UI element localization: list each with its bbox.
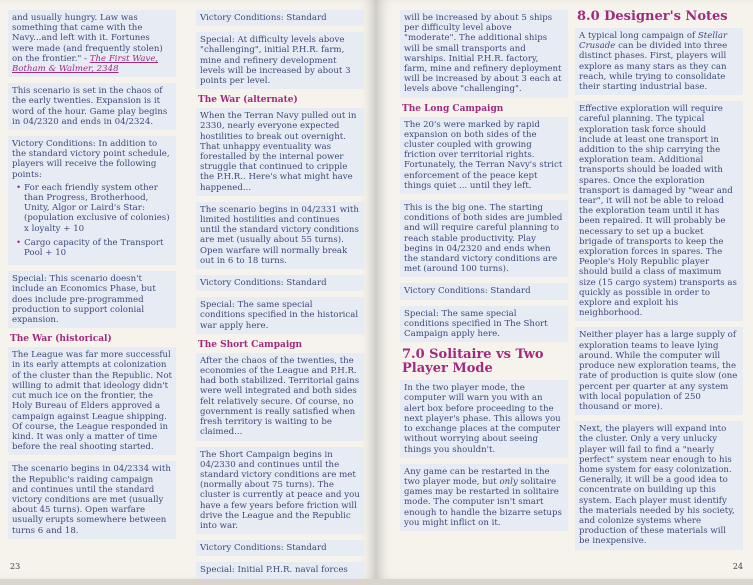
- paragraph: [12, 13, 172, 74]
- text-box: [400, 380, 568, 457]
- right-page: [376, 0, 753, 579]
- text-box: [575, 421, 743, 549]
- paragraph: Effective exploration will require careful planning. The typical exploration task force should include at least one transport in addition to the ship carrying the exploration team. Additional transports should be loaded with spares. Once the exploration transport is damaged by "wear and tear", it will not be able to reload the exploration team until it has been repaired. It will probably be necessary to set up a bucket brigade of transports to keep the exploration forces in spares. The People's Holy Republic player should build a class of maximum size (15 cargo system) transports as quickly as possible in order to explore and exploit his neighborhood.: [579, 104, 737, 319]
- text-box: [400, 200, 568, 277]
- paragraph: After the chaos of the twenties, the economies of the League and P.H.R. had both stabilized. Territorial gains were well integrated and both sides felt relatively secure. Of course, no government is really satisfied when fresh territory is waiting to be claimed...: [200, 355, 360, 438]
- text-box: [196, 32, 364, 89]
- special-paragraph: Special: At difficulty levels above "challenging", initial P.H.R. farm, mine and refinery development levels will be increased by about 3 points per level.: [200, 35, 351, 87]
- paragraph: The scenario begins in 04/2334 with the Republic's raiding campaign and continues until the standard victory conditions are met (usually about 45 turns). Open warfare usually erupts somewhere between turns 6 and 18.: [12, 464, 171, 536]
- paragraph: This is the big one. The starting conditions of both sides are jumbled and will require careful planning to reach stable productivity. Play begins in 04/2320 and ends when the standard victory conditions are met (around 100 turns).: [404, 203, 563, 275]
- bullet-item: • Cargo capacity of the Transport Pool + 10: [24, 238, 172, 258]
- section-heading: The War (alternate): [198, 95, 298, 106]
- left-page: [0, 0, 376, 579]
- text-box: [196, 447, 364, 535]
- text-box: [400, 464, 568, 531]
- text-run: can be divided into three distinct phases. First, players will explore as many stars as they can reach, while trying to consolidate their starting industrial base.: [579, 41, 728, 93]
- paragraph: [579, 31, 739, 92]
- quote-citation: The First Wave, Botham & Walmer, 2348: [12, 53, 159, 75]
- text-box: [196, 297, 364, 334]
- text-box: [400, 283, 568, 299]
- paragraph: The Short Campaign begins in 04/2330 and continues until the standard victory conditions are met (normally about 75 turns). The cluster is currently at peace and you have a few years before friction will drive the League and the Republic into war.: [200, 449, 360, 531]
- emphasis: only: [499, 476, 518, 487]
- text-box: [8, 136, 176, 265]
- text-box: [400, 117, 568, 194]
- bullet-list: [12, 183, 172, 258]
- victory-conditions-paragraph: Victory Conditions: Standard: [404, 286, 531, 297]
- paragraph: [404, 467, 564, 528]
- section-heading: The Long Campaign: [402, 103, 504, 114]
- text-box: [8, 83, 176, 130]
- text-run: Any game can be restarted in the two player mode, but: [404, 466, 550, 487]
- paragraph: Next, the players will expand into the cluster. Only a very unlucky player will fail to find a "nearly perfect" system near enough to his home system for easy colonization. Generally, it will be a good idea to concentrate on building up this system. Each player must identify the materials needed by his society, and colonize systems where production of these materials will be inexpensive.: [579, 424, 735, 547]
- text-box: [196, 202, 364, 269]
- page-number: 23: [10, 562, 21, 571]
- special-paragraph: Special: Initial P.H.R. naval forces: [200, 565, 348, 576]
- text-box: [196, 108, 364, 196]
- text-box: [8, 461, 176, 538]
- section-heading: The Short Campaign: [198, 339, 303, 350]
- victory-conditions-paragraph: Victory Conditions: In addition to the standard victory point schedule, players will receive the following points:: [12, 139, 170, 180]
- text-box: [400, 306, 568, 343]
- text-run: A typical long campaign of: [579, 31, 698, 41]
- chapter-heading: 7.0 Solitaire vs Two Player Mode: [402, 347, 544, 377]
- quote-text: and usually hungry. Law was something that came with the Navy...and left with it. Fortunes were made (and frequently stolen) on the frontier." -: [12, 13, 163, 64]
- text-box: [196, 353, 364, 441]
- paragraph: When the Terran Navy pulled out in 2330, nearly everyone expected hostilities to break out overnight. That unhappy eventuality was forestalled by the internal power struggle that continued to cripple the P.H.R.. Here's what might have happened...: [200, 111, 357, 193]
- right-page-column-1: [400, 10, 568, 537]
- right-page-column-2: [575, 10, 743, 556]
- text-box: [400, 10, 568, 98]
- text-box: [575, 327, 743, 415]
- text-box: [196, 562, 364, 578]
- paragraph: In the two player mode, the computer will warn you with an alert box before proceeding to the next player's phase. This allows you to exchange places at the computer without worrying about seeing things you shouldn't.: [404, 383, 561, 455]
- section-heading: The War (historical): [10, 334, 112, 345]
- page-number: 24: [732, 562, 743, 571]
- paragraph: Neither player has a large supply of exploration teams to leave lying around. While the computer will produce new exploration teams, the rate of production is quite slow (one percent per quarter at any system with local population of 250 thousand or more).: [579, 330, 738, 412]
- left-page-column-2: [196, 10, 364, 585]
- bullet-item: • For each friendly system other than Progress, Brotherhood, Unity, Algor or Laird's Star: (population exclusive of colonies) x loyalty + 10: [24, 183, 172, 234]
- paragraph: The League was far more successful in its early attempts at colonization of the cluster than the Republic. Not willing to admit that ideology didn't cut much ice on the frontier, the Holy Bureau of Elders approved a campaign against League shipping. Of course, the League responded in kind. It was only a matter of time before the real shooting started.: [12, 350, 172, 453]
- text-box: [575, 101, 743, 321]
- chapter-heading: 8.0 Designer's Notes: [577, 9, 728, 24]
- victory-conditions-paragraph: Victory Conditions: Standard: [200, 278, 327, 289]
- paragraph: The scenario begins in 04/2331 with limited hostilities and continues until the standard victory conditions are met (usually about 55 turns). Open warfare will normally break out in 6 to 18 turns.: [200, 204, 359, 266]
- left-page-column-1: [8, 10, 176, 545]
- victory-conditions-paragraph: Victory Conditions: Standard: [200, 543, 327, 554]
- text-box: [196, 10, 364, 26]
- victory-conditions-paragraph: Victory Conditions: Standard: [200, 13, 327, 23]
- text-box: [8, 347, 176, 455]
- paragraph: This scenario is set in the chaos of the early twenties. Expansion is it word of the hour. Game play begins in 04/2320 and ends in 04/2324.: [12, 86, 168, 127]
- game-title: Stellar Crusade: [579, 31, 728, 52]
- text-box: [575, 28, 743, 95]
- paragraph: The 20's were marked by rapid expansion on both sides of the cluster coupled with growing friction over territorial rights. Fortunately, the Terran Navy's strict enforcement of the peace kept things quiet ... until they left.: [404, 119, 563, 191]
- text-box: [196, 275, 364, 291]
- text-run: solitaire games may be restarted in solitaire mode. The computer isn't smart enough to handle the bizarre setups you might inflict on it.: [404, 476, 562, 528]
- special-paragraph: Special: The same special conditions specified in the historical war apply here.: [200, 300, 359, 331]
- paragraph: will be increased by about 5 ships per difficulty level above "moderate". The additional ships will be small transports and warships. Initial P.H.R. factory, farm, mine and refinery deployment will be increased by about 3 each at levels above "challenging".: [404, 13, 562, 95]
- text-box: [8, 10, 176, 77]
- text-box: [8, 271, 176, 328]
- text-box: [196, 540, 364, 556]
- special-paragraph: Special: This scenario doesn't include an Economics Phase, but does include pre-programmed production to support colonial expansion.: [12, 274, 156, 326]
- special-paragraph: Special: The same special conditions specified in The Short Campaign apply here.: [404, 308, 548, 340]
